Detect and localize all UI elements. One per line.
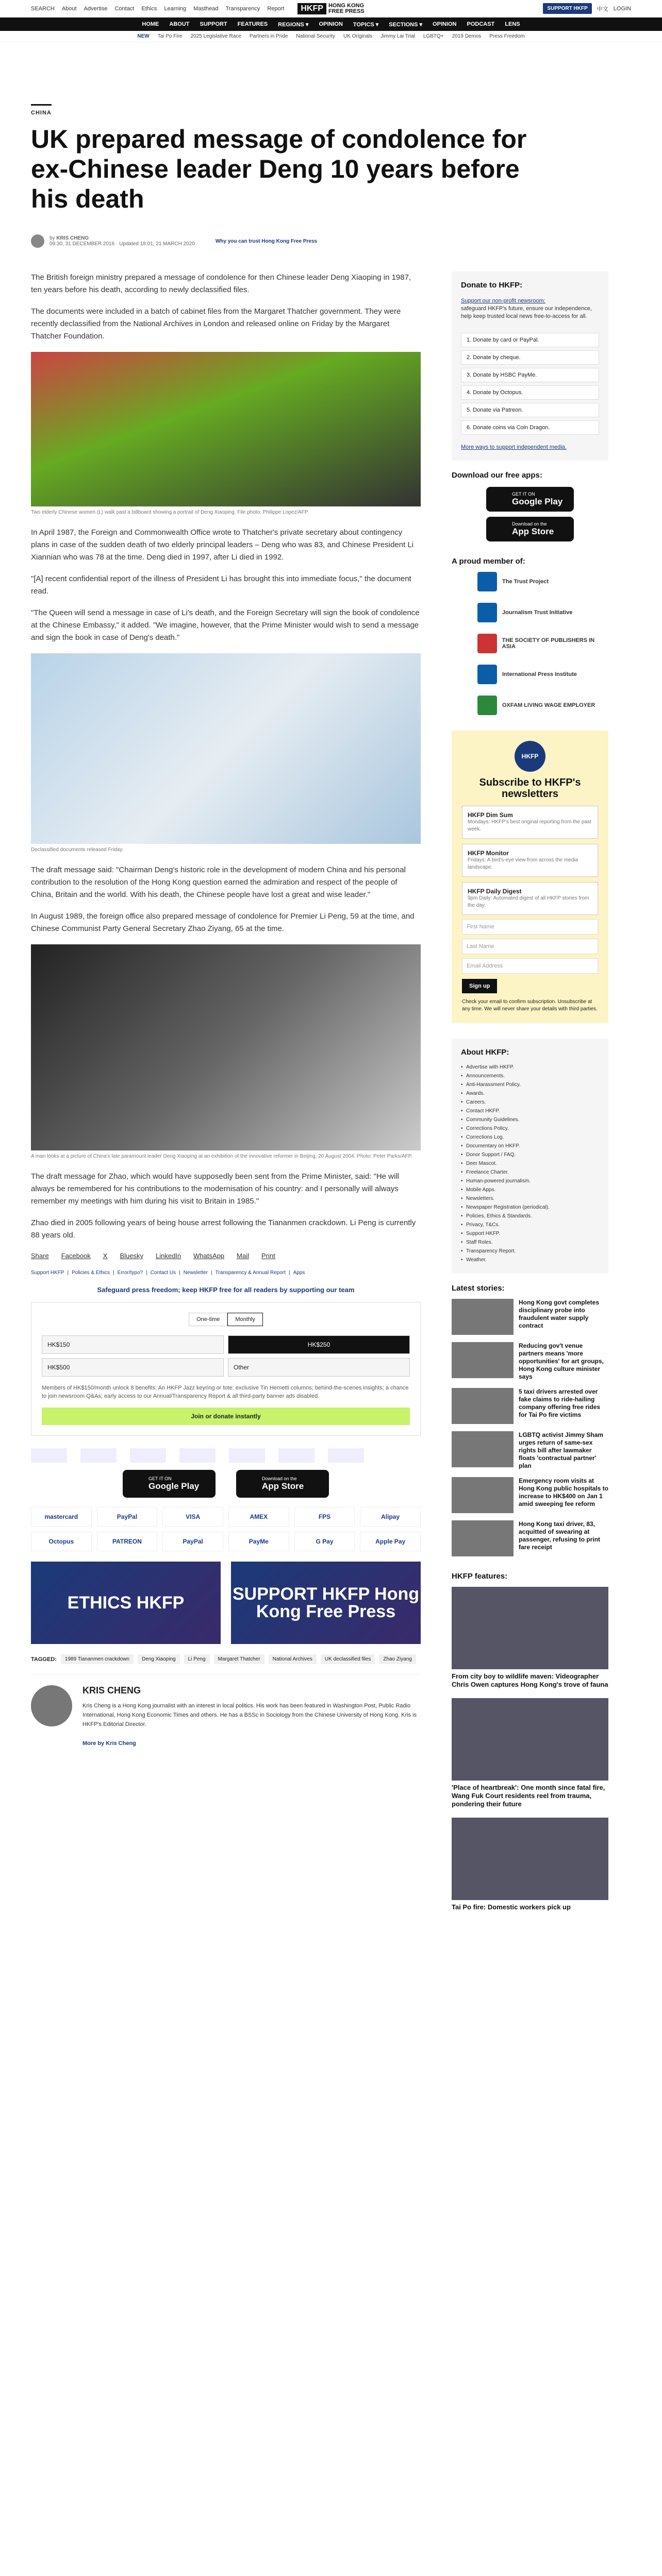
topbar-link-transparency[interactable]: Transparency: [225, 5, 260, 12]
ipi-icon: [477, 665, 497, 684]
story-title: Reducing gov't venue partners means 'more opportunities' for art groups, Hong Kong culture minister says: [519, 1342, 604, 1380]
category-kicker[interactable]: CHINA: [31, 104, 52, 116]
award-logo: [278, 1448, 315, 1463]
oxfam-icon: [477, 696, 497, 715]
newsletter-note: Check your email to confirm subscription. Unsubscribe at any time. We will never share your details with third parties.: [462, 999, 598, 1012]
story-title: LGBTQ activist Jimmy Sham urges return of same-sex rights bill after lawmaker floats 'contractual partner' plan: [519, 1431, 604, 1469]
about-link[interactable]: • Staff Roles.: [461, 1238, 599, 1247]
one-time-tab[interactable]: One-time: [189, 1313, 227, 1326]
first-name-field[interactable]: First Name: [462, 919, 598, 935]
octopus-logo[interactable]: Octopus: [31, 1532, 92, 1551]
tag[interactable]: 1989 Tiananmen crackdown: [61, 1654, 134, 1664]
trust-link[interactable]: Why you can trust Hong Kong Free Press: [215, 238, 318, 244]
app-buttons: [31, 1470, 421, 1498]
feature-title: Tai Po fire: Domestic workers pick up: [452, 1903, 571, 1911]
promo-banners: [31, 1562, 421, 1644]
paypal-logo-2[interactable]: PayPal: [162, 1532, 223, 1551]
new-label: NEW: [137, 33, 150, 39]
paragraph: "[A] recent confidential report of the illness of President Li has brought this into immediate focus," the document read.: [31, 574, 411, 596]
policy-link[interactable]: Apps: [293, 1270, 305, 1276]
more-by-author-link[interactable]: More by Kris Cheng: [82, 1740, 136, 1747]
trending-item[interactable]: National Security: [296, 33, 335, 39]
jti-icon: [477, 603, 497, 622]
topbar-link-about[interactable]: About: [61, 5, 77, 12]
by-label: by: [49, 235, 55, 241]
newsletter-option[interactable]: HKFP Daily Digest 9pm Daily: Automated digest of all HKFP stories from the day.: [462, 882, 598, 915]
trust-project-icon: [477, 572, 497, 591]
safeguard-message[interactable]: Safeguard press freedom; keep HKFP free for all readers by supporting our team: [97, 1286, 355, 1294]
tag-list: [31, 1654, 421, 1664]
hkfp-badge-icon: HKFP: [515, 741, 545, 772]
member-logo[interactable]: THE SOCIETY OF PUBLISHERS IN ASIA: [452, 634, 608, 653]
donate-option[interactable]: 5. Donate via Patreon.: [461, 403, 599, 417]
about-box: [452, 1039, 608, 1274]
paragraph: "The Queen will send a message in case of Li's death, and the Foreign Secretary will sign the book of condolence at the Chinese Embassy," it added. "We imagine, however, that the Prime Minister would wish to send a message and sign the book in case of Deng's death.": [31, 608, 420, 642]
trending-item[interactable]: UK Originals: [343, 33, 373, 39]
main-nav: [0, 18, 662, 31]
story-title: Emergency room visits at Hong Kong public hospitals to increase to HK$400 on Jan 1 amid sweeping fee reform: [519, 1477, 608, 1507]
story-thumbnail: [452, 1520, 514, 1556]
about-link[interactable]: • Announcements.: [461, 1072, 599, 1080]
member-logo[interactable]: The Trust Project: [452, 572, 608, 591]
story-thumbnail: [452, 1388, 514, 1424]
newsletter-title: Subscribe to HKFP's newsletters: [479, 777, 581, 800]
about-link[interactable]: • Careers.: [461, 1098, 599, 1107]
feature-title: 'Place of heartbreak': One month since fatal fire, Wang Fuk Court residents reel from trauma, pondering their future: [452, 1784, 605, 1808]
search-link[interactable]: SEARCH: [31, 5, 55, 12]
ethics-banner[interactable]: ETHICS HKFP: [31, 1562, 221, 1644]
nav-opinion-2[interactable]: OPINION: [433, 21, 457, 27]
apps-title: Download our free apps:: [452, 471, 542, 480]
share-facebook[interactable]: Facebook: [61, 1252, 91, 1260]
nav-features[interactable]: FEATURES: [237, 21, 268, 27]
photo-caption: Declassified documents released Friday.: [31, 847, 124, 853]
topbar-link-ethics[interactable]: Ethics: [141, 5, 157, 12]
nav-home[interactable]: HOME: [142, 21, 159, 27]
nav-podcast[interactable]: PODCAST: [467, 21, 495, 27]
article-body: [31, 272, 421, 1921]
latest-story[interactable]: [452, 1388, 608, 1424]
about-link[interactable]: • Corrections Policy.: [461, 1124, 599, 1133]
mastercard-logo[interactable]: mastercard: [31, 1507, 92, 1527]
donate-sidebar: [452, 272, 608, 461]
share-linkedin[interactable]: LinkedIn: [156, 1252, 181, 1260]
email-field[interactable]: Email Address: [462, 958, 598, 974]
trending-item[interactable]: Partners in Pride: [249, 33, 288, 39]
about-link[interactable]: • Deer Mascot.: [461, 1159, 599, 1168]
about-link[interactable]: • Policies, Ethics & Standards.: [461, 1212, 599, 1221]
paragraph: The documents were included in a batch of cabinet files from the Margaret Thatcher government. They were recently declassified from the National Archives in London and released online on Friday by the Margaret Thatcher Foundation.: [31, 307, 401, 341]
nav-support[interactable]: SUPPORT: [200, 21, 227, 27]
tag[interactable]: Deng Xiaoping: [138, 1654, 180, 1664]
amount-options: [42, 1335, 410, 1377]
alipay-logo[interactable]: Alipay: [360, 1507, 421, 1527]
topbar-link-report[interactable]: Report: [267, 5, 285, 12]
award-logo: [229, 1448, 265, 1463]
newsletter-option[interactable]: HKFP Monitor Fridays: A bird's-eye view from across the media landscape.: [462, 844, 598, 877]
share-bar: [31, 1252, 421, 1260]
support-newsroom-link[interactable]: Support our non-profit newsroom:: [461, 298, 545, 304]
author-link[interactable]: KRIS CHENG: [56, 235, 89, 241]
feature-image: [452, 1587, 608, 1669]
story-title: 5 taxi drivers arrested over fake claims to ride-hailing company offering free rides for Tai Po fire victims: [519, 1388, 601, 1418]
about-link[interactable]: • Support HKFP.: [461, 1229, 599, 1238]
donate-text: safeguard HKFP's future, ensure our independence, help keep trusted local news free-to-access for all.: [461, 306, 592, 319]
policy-link[interactable]: Contact Us: [150, 1270, 176, 1276]
logo-mark: HKFP: [297, 3, 326, 14]
monthly-tab[interactable]: Monthly: [227, 1313, 263, 1326]
last-name-field[interactable]: Last Name: [462, 939, 598, 954]
award-logo: [31, 1448, 67, 1463]
policy-link[interactable]: Newsletter: [183, 1270, 208, 1276]
story-title: Hong Kong govt completes disciplinary probe into fraudulent water supply contract: [519, 1299, 599, 1329]
latest-story[interactable]: [452, 1299, 608, 1335]
policy-links: Support HKFP | Policies & Ethics | Error/typo? | Contact Us | Newsletter | Transparency & Annual Report | Apps: [31, 1270, 305, 1276]
visa-logo[interactable]: VISA: [162, 1507, 223, 1527]
newsletter-signup: [452, 731, 608, 1023]
feature-story[interactable]: [452, 1818, 608, 1911]
author-avatar: [31, 234, 44, 248]
article-date: 09:30, 31 DECEMBER 2016 · Updated 18:01, 21 MARCH 2020: [49, 241, 195, 247]
article-title: UK prepared message of condolence for ex-Chinese leader Deng 10 years before his death: [31, 125, 527, 213]
feature-title: From city boy to wildlife maven: Videographer Chris Owen captures Hong Kong's trove of fauna: [452, 1672, 608, 1688]
nav-regions[interactable]: REGIONS ▾: [278, 21, 309, 28]
signup-button[interactable]: Sign up: [462, 979, 497, 993]
language-link[interactable]: 中文: [597, 6, 608, 12]
paragraph: In August 1989, the foreign office also prepared message of condolence for Premier Li Peng, 59 at the time, and Chinese Communist Party General Secretary Zhao Ziyang, 65 at the time.: [31, 912, 415, 933]
about-link[interactable]: • Freelance Charter.: [461, 1168, 599, 1177]
topbar-link-learning[interactable]: Learning: [164, 5, 187, 12]
latest-story[interactable]: [452, 1477, 608, 1513]
share-whatsapp[interactable]: WhatsApp: [193, 1252, 225, 1260]
payme-logo[interactable]: PayMe: [228, 1532, 289, 1551]
policy-link[interactable]: Policies & Ethics: [72, 1270, 110, 1276]
paragraph: The draft message for Zhao, which would have supposedly been sent from the Prime Minister, said: "He will always be remembered for his contributions to the modernisation of his country: and I personally will always remember my meetings with him during his visit to Britain in 1985.": [31, 1172, 399, 1206]
donate-option[interactable]: 3. Donate by HSBC PayMe.: [461, 368, 599, 382]
photo-caption: Two elderly Chinese women (L) walk past a billboard showing a portrait of Deng Xiaoping. File photo: Philippe Lopez/AFP.: [31, 510, 309, 515]
trending-item[interactable]: Tai Po Fire: [157, 33, 183, 39]
paragraph: The British foreign ministry prepared a message of condolence for then Chinese leader Deng Xiaoping in 1987, ten years before his death, according to newly declassified files.: [31, 273, 411, 294]
story-thumbnail: [452, 1431, 514, 1467]
about-link[interactable]: • Weather.: [461, 1256, 599, 1264]
topbar-link-contact[interactable]: Contact: [114, 5, 135, 12]
support-button[interactable]: SUPPORT HKFP: [543, 3, 591, 14]
join-button[interactable]: Join or donate instantly: [42, 1408, 410, 1425]
patreon-logo[interactable]: PATREON: [97, 1532, 158, 1551]
author-photo: [31, 1685, 72, 1726]
award-logo: [328, 1448, 364, 1463]
features-title: HKFP features:: [452, 1572, 508, 1581]
amount-500[interactable]: HK$500: [42, 1358, 224, 1377]
story-thumbnail: [452, 1299, 514, 1335]
share-label: Share: [31, 1252, 49, 1260]
tag[interactable]: Li Peng: [184, 1654, 210, 1664]
amex-logo[interactable]: AMEX: [228, 1507, 289, 1527]
member-logo[interactable]: Journalism Trust Initiative: [452, 603, 608, 622]
paragraph: Zhao died in 2005 following years of being house arrest following the Tiananmen crackdown. Li Peng is currently 88 years old.: [31, 1218, 416, 1240]
feature-image: [452, 1698, 608, 1781]
about-link[interactable]: • Newspaper Registration (periodical).: [461, 1203, 599, 1212]
paragraph: In April 1987, the Foreign and Commonwealth Office wrote to Thatcher's private secretary about contingency plans in case of the sudden death of two elderly principal leaders – Deng who was 83, and Chinese President Li Xiannian who was 78 at the time. Deng died in 1997, after Li died in 1992.: [31, 528, 414, 562]
share-mail[interactable]: Mail: [237, 1252, 249, 1260]
newsletter-option[interactable]: HKFP Dim Sum Mondays: HKFP's best original reporting from the past week.: [462, 806, 598, 839]
google-play-button[interactable]: GET IT ON Google Play: [123, 1470, 216, 1498]
donate-widget: [31, 1302, 421, 1436]
tag[interactable]: Margaret Thatcher: [214, 1654, 264, 1664]
tag[interactable]: Zhao Ziyang: [379, 1654, 416, 1664]
trending-item[interactable]: LGBTQ+: [423, 33, 444, 39]
award-logos: [31, 1448, 421, 1463]
nav-sections[interactable]: SECTIONS ▾: [389, 21, 423, 28]
trending-item[interactable]: 2019 Demos: [452, 33, 482, 39]
nav-about[interactable]: ABOUT: [169, 21, 190, 27]
member-title: A proud member of:: [452, 557, 525, 566]
sidebar: [452, 272, 608, 1921]
trending-item[interactable]: Press Freedom: [489, 33, 525, 39]
about-link[interactable]: • Privacy, T&Cs.: [461, 1221, 599, 1229]
declassified-documents-photo: [31, 653, 421, 844]
about-link[interactable]: • Anti-Harassment Policy.: [461, 1080, 599, 1089]
share-bluesky[interactable]: Bluesky: [120, 1252, 143, 1260]
latest-title: Latest stories:: [452, 1284, 505, 1293]
applepay-logo[interactable]: Apple Pay: [360, 1532, 421, 1551]
topbar-link-masthead[interactable]: Masthead: [193, 5, 219, 12]
amount-250[interactable]: HK$250: [228, 1335, 410, 1354]
deng-exhibition-photo: [31, 944, 421, 1150]
paragraph: The draft message said: "Chairman Deng's historic role in the development of modern China and his personal contribution to the resolution of the Hong Kong question earned the admiration and respect of the people of China, Britain and the world. With his death, the Chinese people have lost a great and wise leader.": [31, 866, 406, 899]
author-box: [31, 1674, 421, 1748]
about-link[interactable]: • Community Guidelines.: [461, 1115, 599, 1124]
logo-line1: HONG KONG: [328, 2, 364, 9]
about-link[interactable]: • Awards.: [461, 1089, 599, 1098]
author-bio: Kris Cheng is a Hong Kong journalist with an interest in local politics. His work has been featured in Washington Post, Public Radio International, Hong Kong Economic Times and others. He has a BSSc in Sociology from the Chinese University of Hong Kong. Kris is HKFP's Editorial Director.: [82, 1703, 417, 1727]
nav-lens[interactable]: LENS: [505, 21, 520, 27]
latest-story[interactable]: [452, 1431, 608, 1470]
policy-link[interactable]: Transparency & Annual Report: [215, 1270, 286, 1276]
site-logo[interactable]: [297, 3, 364, 14]
donate-option[interactable]: 2. Donate by cheque.: [461, 350, 599, 365]
member-logo[interactable]: International Press Institute: [452, 665, 608, 684]
login-link[interactable]: LOGIN: [613, 5, 631, 12]
trending-item[interactable]: Jimmy Lai Trial: [380, 33, 415, 39]
more-ways-link[interactable]: More ways to support independent media.: [461, 444, 567, 450]
share-x[interactable]: X: [103, 1252, 108, 1260]
about-link[interactable]: • Transparency Report.: [461, 1247, 599, 1256]
gpay-logo[interactable]: G Pay: [294, 1532, 355, 1551]
amount-other[interactable]: Other: [228, 1358, 410, 1377]
award-logo: [130, 1448, 166, 1463]
award-logo: [80, 1448, 117, 1463]
nav-topics[interactable]: TOPICS ▾: [353, 21, 379, 28]
award-logo: [179, 1448, 216, 1463]
tag[interactable]: National Archives: [269, 1654, 317, 1664]
tag[interactable]: UK declassified files: [321, 1654, 375, 1664]
about-link[interactable]: • Documentary on HKFP.: [461, 1142, 599, 1150]
story-title: Hong Kong taxi driver, 83, acquitted of swearing at passenger, refusing to print fare receipt: [519, 1520, 601, 1551]
about-link[interactable]: • Newsletters.: [461, 1194, 599, 1203]
article-meta: [31, 234, 631, 248]
tagged-label: TAGGED:: [31, 1656, 57, 1663]
amount-150[interactable]: HK$150: [42, 1335, 224, 1354]
feature-story[interactable]: [452, 1698, 608, 1808]
about-link[interactable]: • Human-powered journalism.: [461, 1177, 599, 1185]
story-thumbnail: [452, 1477, 514, 1513]
latest-story[interactable]: [452, 1520, 608, 1556]
member-benefits-note: Members of HK$150/month unlock 8 benefits: An HKFP Jazz keyring or tote; exclusive Tin Hemetti columns; behind-the-scenes insights; a chance to join newsroom Q&As; early access to our Annual/Transparency Report & all third-party banner ads disabled.: [42, 1385, 409, 1399]
share-print[interactable]: Print: [261, 1252, 275, 1260]
support-banner[interactable]: SUPPORT HKFP Hong Kong Free Press: [231, 1562, 421, 1644]
trending-item[interactable]: 2025 Legislative Race: [190, 33, 241, 39]
latest-story[interactable]: [452, 1342, 608, 1381]
donate-option[interactable]: 4. Donate by Octopus.: [461, 385, 599, 400]
member-logo[interactable]: OXFAM LIVING WAGE EMPLOYER: [452, 696, 608, 715]
about-link[interactable]: • Donor Support / FAQ.: [461, 1150, 599, 1159]
donate-title: Donate to HKFP:: [461, 281, 523, 290]
sopa-icon: [477, 634, 497, 653]
donate-option[interactable]: 6. Donate coins via Coin Dragon.: [461, 420, 599, 435]
feature-story[interactable]: [452, 1587, 608, 1689]
about-title: About HKFP:: [461, 1048, 509, 1057]
feature-image: [452, 1818, 608, 1900]
trending-bar: [0, 31, 662, 42]
policy-link[interactable]: Support HKFP: [31, 1270, 64, 1276]
app-store-button[interactable]: Download on the App Store: [486, 517, 574, 541]
deng-billboard-photo: [31, 352, 421, 506]
logo-line2: FREE PRESS: [328, 8, 365, 14]
sidebar-app-buttons: [452, 487, 608, 541]
about-link[interactable]: • Contact HKFP.: [461, 1107, 599, 1115]
donate-option[interactable]: 1. Donate by card or PayPal.: [461, 333, 599, 347]
nav-opinion[interactable]: OPINION: [319, 21, 343, 27]
about-link[interactable]: • Corrections Log.: [461, 1133, 599, 1142]
frequency-toggle: [42, 1313, 410, 1326]
author-name[interactable]: KRIS CHENG: [82, 1685, 141, 1696]
photo-caption: A man looks at a picture of China's late paramount leader Deng Xiaoping at an exhibition of the innovative reformer in Beijing, 20 August 2004. Photo: Peter Parks/AFP.: [31, 1154, 412, 1159]
app-store-button[interactable]: Download on the App Store: [236, 1470, 329, 1498]
paypal-logo[interactable]: PayPal: [97, 1507, 158, 1527]
payment-methods: [31, 1507, 421, 1551]
about-link[interactable]: • Advertise with HKFP.: [461, 1063, 599, 1072]
story-thumbnail: [452, 1342, 514, 1378]
policy-link[interactable]: Error/typo?: [117, 1270, 143, 1276]
topbar-link-advertise[interactable]: Advertise: [84, 5, 108, 12]
about-link[interactable]: • Mobile Apps.: [461, 1185, 599, 1194]
fps-logo[interactable]: FPS: [294, 1507, 355, 1527]
google-play-button[interactable]: GET IT ON Google Play: [486, 487, 574, 512]
top-bar: [0, 0, 662, 18]
